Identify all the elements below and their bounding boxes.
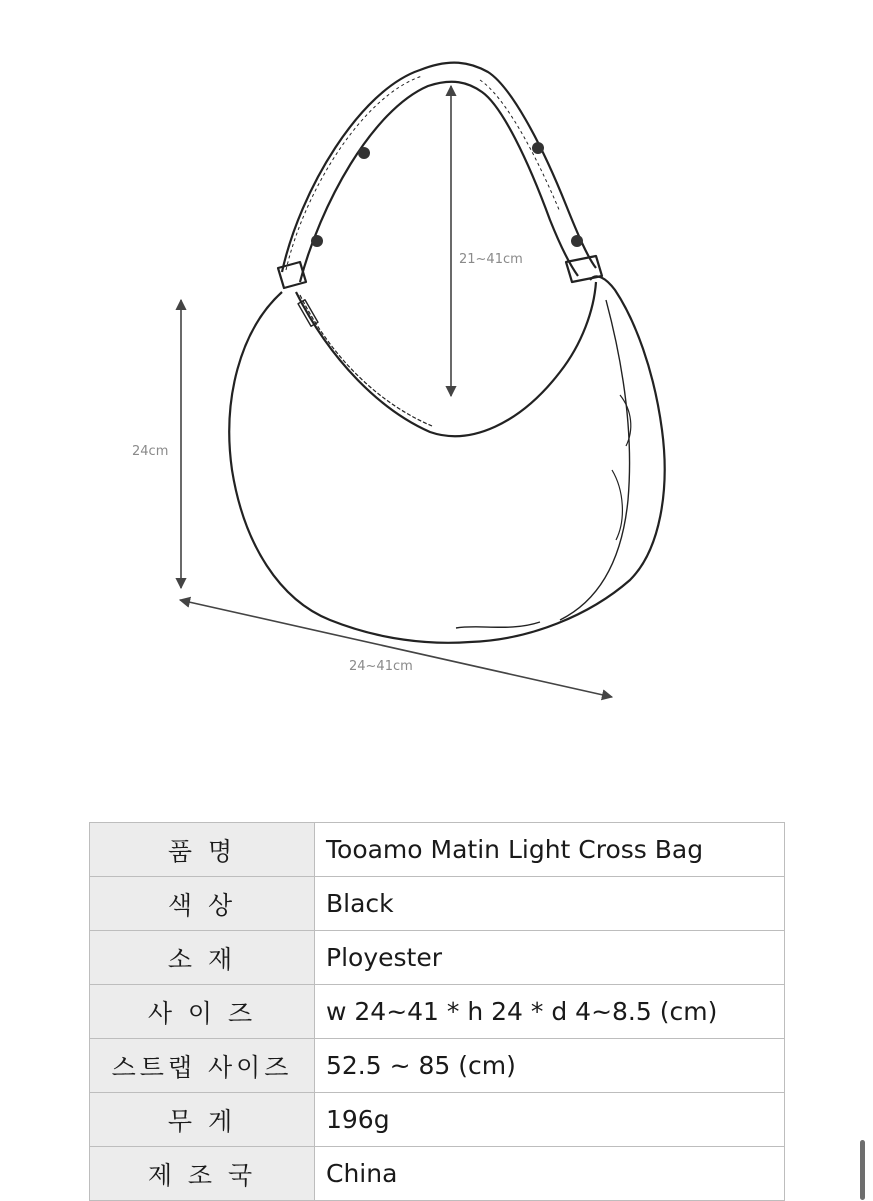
- scrollbar[interactable]: [860, 1140, 865, 1200]
- spec-row-strap-size: [90, 1039, 785, 1093]
- spec-value-strap-size: 52.5 ~ 85 (cm): [315, 1039, 785, 1093]
- spec-key-size: 사 이 즈: [90, 985, 315, 1039]
- spec-key-origin: 제 조 국: [90, 1147, 315, 1201]
- spec-row-size: [90, 985, 785, 1039]
- spec-row-name: [90, 823, 785, 877]
- strap-drop-label: 21~41cm: [459, 252, 523, 267]
- spec-key-strap-size: 스트랩 사이즈: [90, 1039, 315, 1093]
- spec-key-material: 소 재: [90, 931, 315, 985]
- spec-value-color: Black: [315, 877, 785, 931]
- height-label: 24cm: [132, 444, 169, 459]
- width-label: 24~41cm: [349, 659, 413, 674]
- spec-row-color: [90, 877, 785, 931]
- bag-strap: [278, 63, 602, 288]
- bag-body: [229, 276, 664, 642]
- spec-key-color: 색 상: [90, 877, 315, 931]
- strap-rivets: [311, 142, 583, 247]
- spec-key-name: 품 명: [90, 823, 315, 877]
- spec-row-origin: [90, 1147, 785, 1201]
- spec-row-material: [90, 931, 785, 985]
- spec-row-weight: [90, 1093, 785, 1147]
- spec-value-origin: China: [315, 1147, 785, 1201]
- product-spec-table: [89, 822, 785, 1201]
- spec-value-material: Ployester: [315, 931, 785, 985]
- spec-value-weight: 196g: [315, 1093, 785, 1147]
- spec-value-name: Tooamo Matin Light Cross Bag: [315, 823, 785, 877]
- spec-key-weight: 무 게: [90, 1093, 315, 1147]
- spec-value-size: w 24~41 * h 24 * d 4~8.5 (cm): [315, 985, 785, 1039]
- dimension-arrows: [180, 86, 612, 697]
